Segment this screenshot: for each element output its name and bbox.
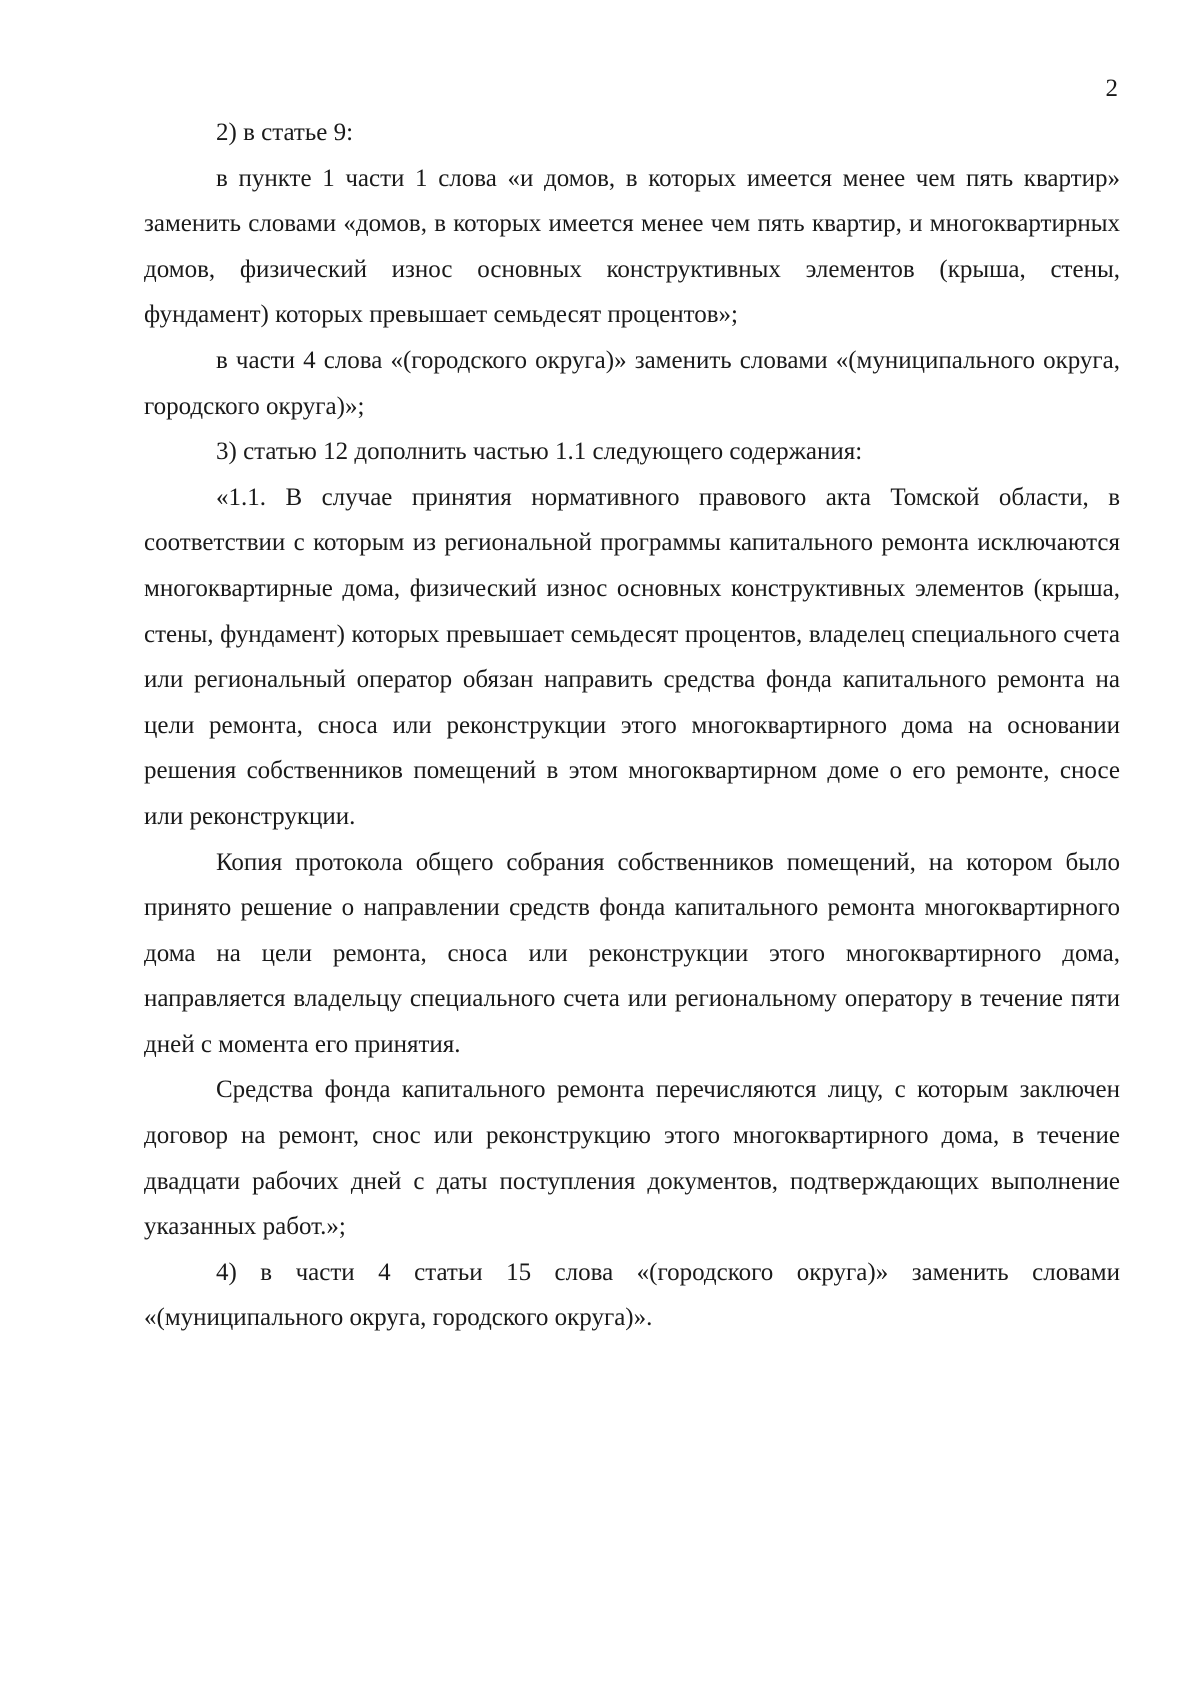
paragraph-article-12-heading: 3) статью 12 дополнить частью 1.1 следующего содержания: xyxy=(216,438,863,466)
paragraph-article-9-part-4: в части 4 слова «(городского округа)» заменить словами «(муниципального округа, городского округа)»; xyxy=(144,346,1120,420)
document-body xyxy=(144,110,1120,1341)
paragraph-article-9-heading: 2) в статье 9: xyxy=(216,119,354,146)
paragraph-article-9-part-1: в пункте 1 части 1 слова «и домов, в которых имеется менее чем пять квартир» заменить словами «домов, в которых имеется менее чем пять квартир, и многоквартирных домов, физический износ основных конструктивных элементов (крыша, стены, фундамент) которых превышает семьдесят процентов»; xyxy=(144,164,1120,329)
paragraph-article-15: 4) в части 4 статьи 15 слова «(городского округа)» заменить словами «(муниципального округа, городского округа)». xyxy=(144,1258,1120,1332)
paragraph-article-12-part-1-1: «1.1. В случае принятия нормативного правового акта Томской области, в соответствии с которым из региональной программы капитального ремонта исключаются многоквартирные дома, физический износ основных конструктивных элементов (крыша, стены, фундамент) которых превышает семьдесят процентов, владелец специального счета или региональный оператор обязан направить средства фонда капитального ремонта на цели ремонта, сноса или реконструкции этого многоквартирного дома на основании решения собственников помещений в этом многоквартирном доме о его ремонте, сносе или реконструкции. xyxy=(144,483,1120,830)
paragraph-protocol-copy: Копия протокола общего собрания собственников помещений, на котором было принято решение о направлении средств фонда капитального ремонта многоквартирного дома на цели ремонта, сноса или реконструкции этого многоквартирного дома, направляется владельцу специального счета или региональному оператору в течение пяти дней с момента его принятия. xyxy=(144,848,1120,1058)
paragraph-fund-transfer: Средства фонда капитального ремонта перечисляются лицу, с которым заключен договор на ремонт, снос или реконструкцию этого многоквартирного дома, в течение двадцати рабочих дней с даты поступления документов, подтверждающих выполнение указанных работ.»; xyxy=(144,1076,1120,1241)
page-number: 2 xyxy=(1105,75,1118,102)
